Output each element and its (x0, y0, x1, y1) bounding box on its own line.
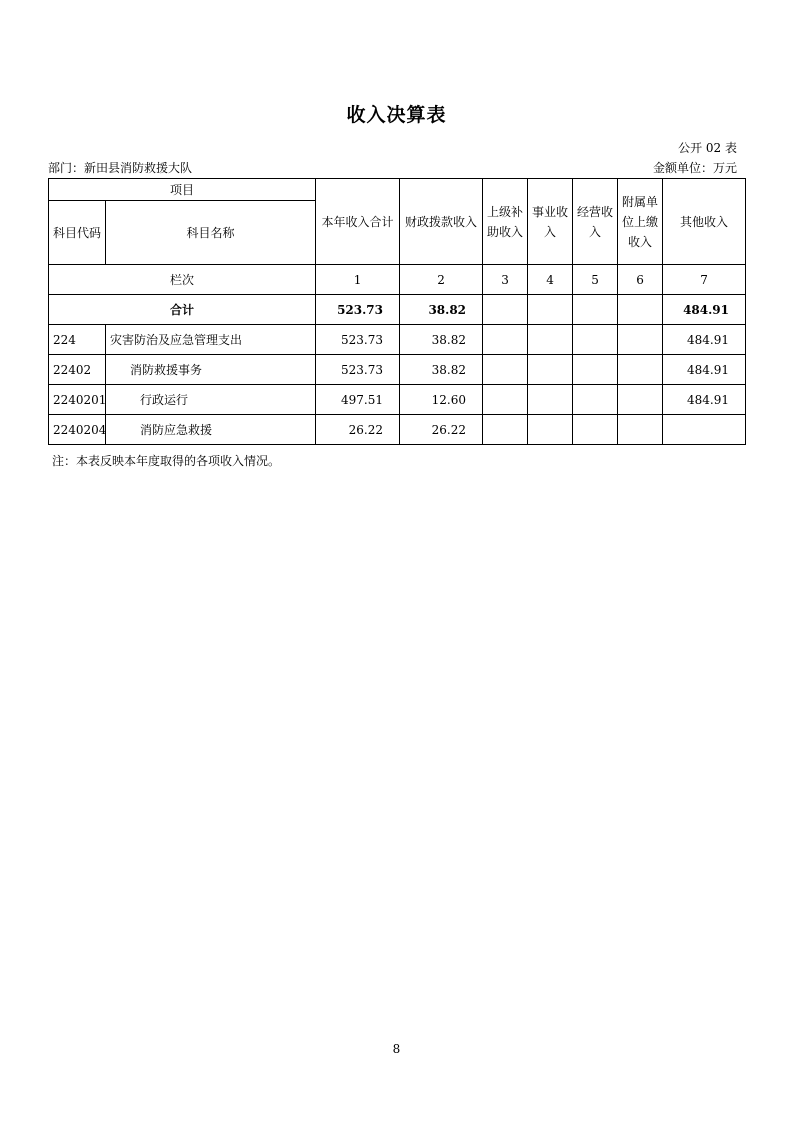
fiscal-cell: 26.22 (400, 415, 483, 445)
header-superior: 上级补助收入 (483, 179, 528, 265)
page-title: 收入决算表 (346, 104, 447, 126)
other-cell: 484.91 (663, 325, 746, 355)
operating-cell (573, 415, 618, 445)
column-index-7: 7 (663, 265, 746, 295)
header-item-group: 项目 (49, 179, 316, 201)
name-cell: 消防救援事务 (106, 355, 316, 385)
superior-cell (483, 415, 528, 445)
header-code: 科目代码 (49, 201, 106, 265)
header-affiliated: 附属单位上缴收入 (618, 179, 663, 265)
affiliated-cell (618, 295, 663, 325)
superior-cell (483, 325, 528, 355)
operating-cell (573, 295, 618, 325)
header-total: 本年收入合计 (316, 179, 400, 265)
column-index-6: 6 (618, 265, 663, 295)
business-cell (528, 355, 573, 385)
column-index-3: 3 (483, 265, 528, 295)
column-index-4: 4 (528, 265, 573, 295)
code-cell: 2240204 (49, 415, 106, 445)
business-cell (528, 385, 573, 415)
header-name: 科目名称 (106, 201, 316, 265)
affiliated-cell (618, 325, 663, 355)
column-index-2: 2 (400, 265, 483, 295)
business-cell (528, 415, 573, 445)
superior-cell (483, 355, 528, 385)
affiliated-cell (618, 385, 663, 415)
total-cell: 497.51 (316, 385, 400, 415)
name-cell: 灾害防治及应急管理支出 (106, 325, 316, 355)
header-operating: 经营收入 (573, 179, 618, 265)
total-cell: 523.73 (316, 325, 400, 355)
total-cell: 523.73 (316, 355, 400, 385)
table-row (49, 415, 746, 445)
form-number: 公开 02 表 (678, 141, 737, 155)
name-cell: 行政运行 (106, 385, 316, 415)
page-number: 8 (392, 1042, 401, 1056)
other-cell: 484.91 (663, 295, 746, 325)
amount-unit-label: 金额单位：万元 (652, 161, 737, 175)
affiliated-cell (618, 355, 663, 385)
fiscal-cell: 38.82 (400, 325, 483, 355)
name-cell: 消防应急救援 (106, 415, 316, 445)
other-cell (663, 415, 746, 445)
code-cell: 22402 (49, 355, 106, 385)
code-cell: 2240201 (49, 385, 106, 415)
table-note: 注：本表反映本年度取得的各项收入情况。 (52, 454, 281, 468)
other-cell: 484.91 (663, 385, 746, 415)
total-label: 合计 (49, 295, 316, 325)
column-index-row (49, 265, 746, 295)
fiscal-cell: 38.82 (400, 295, 483, 325)
operating-cell (573, 355, 618, 385)
other-cell: 484.91 (663, 355, 746, 385)
total-cell: 26.22 (316, 415, 400, 445)
business-cell (528, 325, 573, 355)
header-other: 其他收入 (663, 179, 746, 265)
income-statement-table (48, 178, 746, 445)
total-cell: 523.73 (316, 295, 400, 325)
total-row (49, 295, 746, 325)
operating-cell (573, 325, 618, 355)
column-index-5: 5 (573, 265, 618, 295)
code-cell: 224 (49, 325, 106, 355)
business-cell (528, 295, 573, 325)
fiscal-cell: 38.82 (400, 355, 483, 385)
header-business: 事业收入 (528, 179, 573, 265)
superior-cell (483, 295, 528, 325)
operating-cell (573, 385, 618, 415)
table-row (49, 385, 746, 415)
fiscal-cell: 12.60 (400, 385, 483, 415)
affiliated-cell (618, 415, 663, 445)
column-index-1: 1 (316, 265, 400, 295)
header-fiscal: 财政拨款收入 (400, 179, 483, 265)
superior-cell (483, 385, 528, 415)
column-index-label: 栏次 (49, 265, 316, 295)
table-row (49, 355, 746, 385)
table-row (49, 325, 746, 355)
department-label: 部门：新田县消防救援大队 (48, 161, 193, 175)
